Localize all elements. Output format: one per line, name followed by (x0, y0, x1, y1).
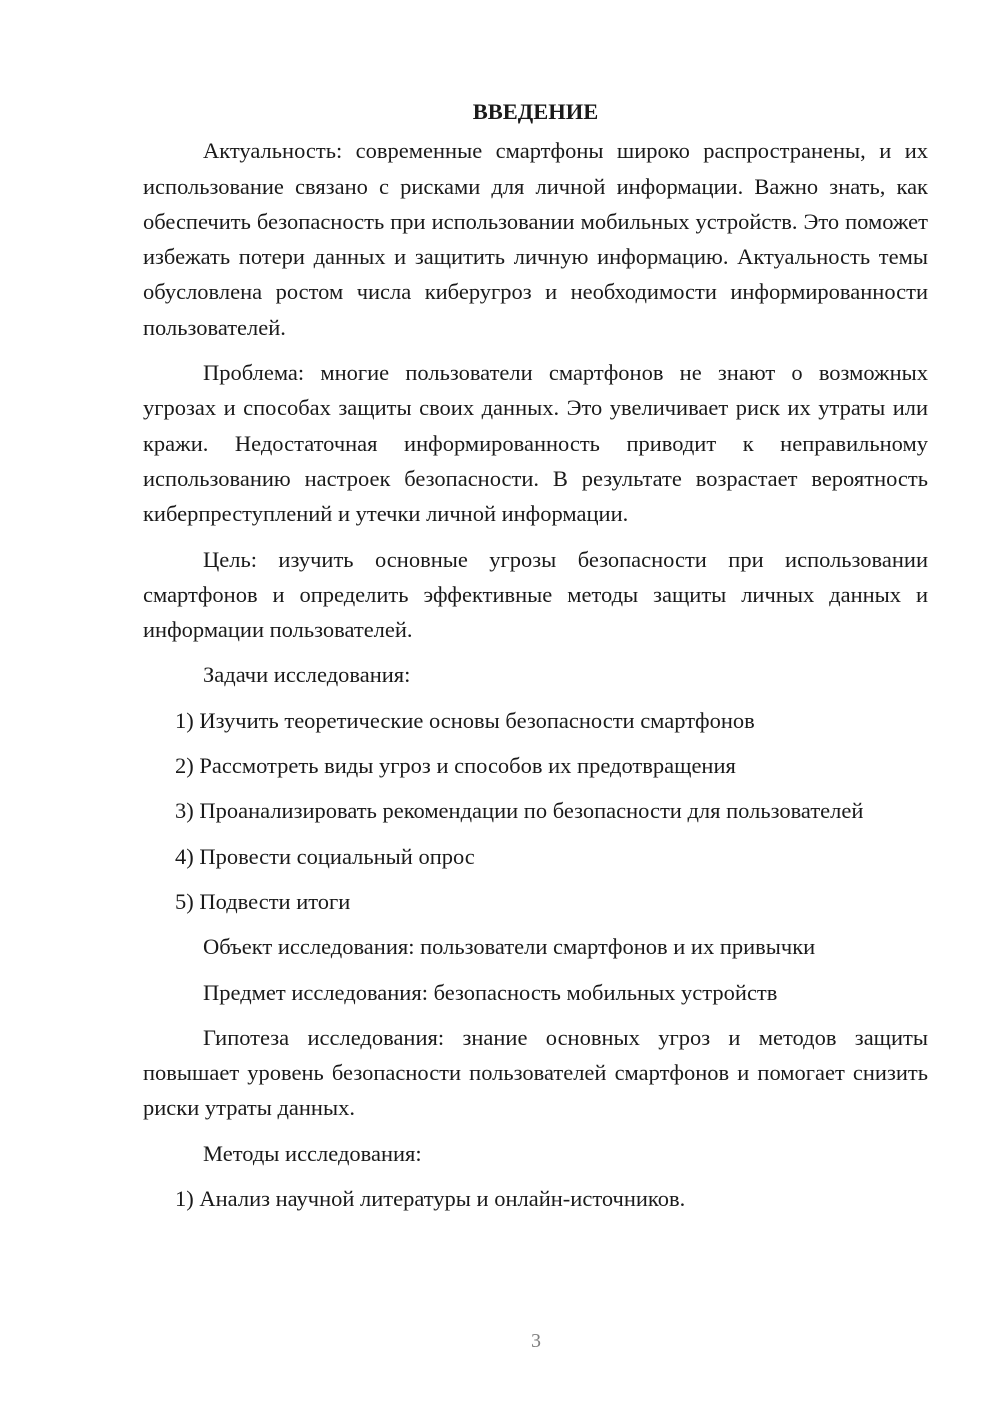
task-item-1: 1) Изучить теоретические основы безопасности смартфонов (175, 707, 755, 733)
document-title: ВВЕДЕНИЕ (472, 99, 599, 124)
task-item-5: 5) Подвести итоги (175, 888, 351, 914)
task-item-2: 2) Рассмотреть виды угроз и способов их предотвращения (175, 753, 736, 779)
hypothesis-paragraph: Гипотеза исследования: знание основных угроз и методов защиты повышает уровень безопасности пользователей смартфонов и помогает снизить риски утраты данных. (143, 1024, 928, 1121)
tasks-heading: Задачи исследования: (203, 662, 411, 688)
task-item-3: 3) Проанализировать рекомендации по безопасности для пользователей (175, 798, 864, 824)
relevance-paragraph: Актуальность: современные смартфоны широко распространены, и их использование связано с рисками для личной информации. Важно знать, как обеспечить безопасность при использовании мобильных устройств. Это поможет избежать потери данных и защитить личную информацию. Актуальность темы обусловлена ростом числа киберугроз и необходимости информированности пользователей. (143, 138, 928, 340)
methods-heading: Методы исследования: (203, 1140, 422, 1166)
page-number: 3 (531, 1330, 541, 1352)
problem-paragraph: Проблема: многие пользователи смартфонов не знают о возможных угрозах и способах защиты своих данных. Это увеличивает риск их утраты или кражи. Недостаточная информированность приводит к неправильному использованию настроек безопасности. В результате возрастает вероятность киберпреступлений и утечки личной информации. (143, 360, 928, 527)
method-item-1: 1) Анализ научной литературы и онлайн-источников. (175, 1186, 686, 1212)
task-item-4: 4) Провести социальный опрос (175, 843, 475, 869)
goal-paragraph: Цель: изучить основные угрозы безопасности при использовании смартфонов и определить эффективные методы защиты личных данных и информации пользователей. (143, 546, 928, 643)
document-page (143, 94, 928, 1226)
subject-line: Предмет исследования: безопасность мобильных устройств (203, 979, 778, 1005)
object-line: Объект исследования: пользователи смартфонов и их привычки (203, 934, 816, 960)
